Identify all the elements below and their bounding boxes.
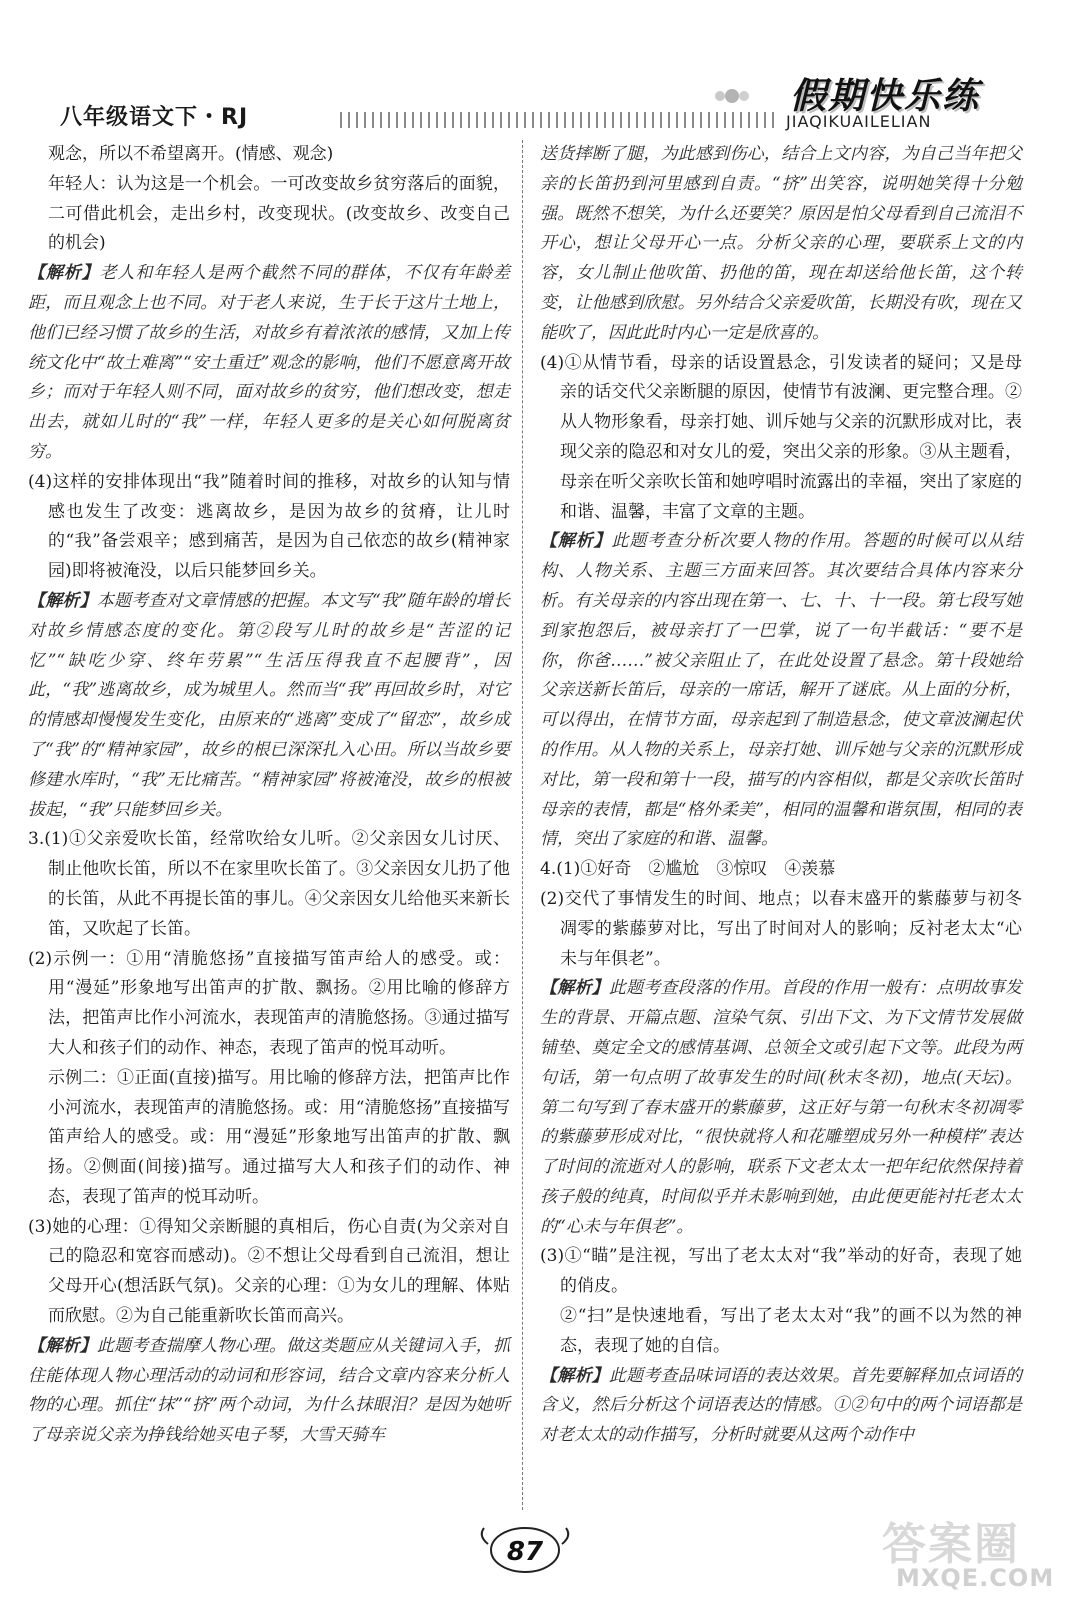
paragraph-text: 3.(1)①父亲爱吹长笛，经常吹给女儿听。②父亲因女儿讨厌、制止他吹长笛，所以不在家里吹长笛了。③父亲因女儿扔了他的长笛，从此不再提长笛的事儿。④父亲因女儿给他买来新长笛，又吹起了长笛。 [28, 829, 510, 939]
analysis-label: 【解析】 [540, 978, 609, 999]
analysis-label: 【解析】 [28, 263, 100, 284]
answer-item [28, 825, 510, 944]
brand-pinyin: JIAQIKUAILELIAN [786, 112, 932, 131]
right-column [540, 140, 1022, 1451]
paragraph-text: (4)这样的安排体现出“我”随着时间的推移，对故乡的认知与情感也发生了改变：逃离故乡，是因为故乡的贫瘠，让儿时的“我”备尝艰辛；感到痛苦，是因为自己依恋的故乡(精神家园)即将被淹没，以后只能梦回乡关。 [28, 471, 510, 582]
paragraph-text: 4.(1)①好奇 ②尴尬 ③惊叹 ④羡慕 [540, 859, 836, 880]
answer-item [540, 885, 1022, 974]
answer-item [540, 1242, 1022, 1302]
watermark-main-text: 答案圈 [882, 1519, 1020, 1570]
answer-item [28, 945, 510, 1064]
paragraph-text: 此题考查品味词语的表达效果。首先要解释加点词语的含义，然后分析这个词语表达的情感。①②句中的两个词语都是对老太太的动作描写，分析时就要从这两个动作中 [540, 1365, 1023, 1446]
answer-item [28, 1213, 510, 1332]
answer-item [540, 855, 1022, 885]
answer-item [28, 468, 510, 587]
page-number-badge [470, 1520, 580, 1576]
answer-text [28, 170, 510, 259]
analysis-paragraph [28, 587, 510, 825]
paragraph-text: (3)她的心理：①得知父亲断腿的真相后，伤心自责(为父亲对自己的隐忍和宽容而感动)。②不想让父母看到自己流泪，想让父母开心(想活跃气氛)。父亲的心理：①为女儿的理解、体贴而欣慰。②为自己能重新吹长笛而高兴。 [28, 1216, 510, 1327]
paragraph-text: (4)①从情节看，母亲的话设置悬念，引发读者的疑问；又是母亲的话交代父亲断腿的原因，使情节有波澜、更完整合理。②从人物形象看，母亲打她、训斥她与父亲的沉默形成对比，表现父亲的隐忍和对女儿的爱，突出父亲的形象。③从主题看，母亲在听父亲吹长笛和她哼唱时流露出的幸福，突出了家庭的和谐、温馨，丰富了文章的主题。 [540, 352, 1022, 522]
analysis-label: 【解析】 [540, 1365, 609, 1386]
paragraph-text: 此题考查分析次要人物的作用。答题的时候可以从结构、人物关系、主题三方面来回答。其次要结合具体内容来分析。有关母亲的内容出现在第一、七、十、十一段。第七段写她到家抱怨后，被母亲打了一巴掌，说了一句半截话：“要不是你，你爸……”被父亲阻止了，在此处设置了悬念。第十段她给父亲送新长笛后，母亲的一席话，解开了谜底。从上面的分析，可以得出，在情节方面，母亲起到了制造悬念，使文章波澜起伏的作用。从人物的关系上，母亲打她、训斥她与父亲的沉默形成对比，第一段和第十一段，描写的内容相似，都是父亲吹长笛时母亲的表情，都是“格外柔美”，相同的温馨和谐氛围，相同的表情，突出了家庭的和谐、温馨。 [540, 531, 1023, 850]
paragraph-text: 此题考查揣摩人物心理。做这类题应从关键词入手，抓住能体现人物心理活动的动词和形容词，结合文章内容来分析人物的心理。抓住“抹”“挤”两个动词，为什么抹眼泪？是因为她听了母亲说父亲为挣钱给她买电子琴，大雪天骑车 [28, 1335, 511, 1446]
page-header [0, 0, 1071, 140]
watermark-domain: MXQE.COM [896, 1564, 1055, 1592]
analysis-paragraph [540, 527, 1022, 855]
paragraph-text: 示例二：①正面(直接)描写。用比喻的修辞方法，把笛声比作小河流水，表现笛声的清脆悠扬。或：用“清脆悠扬”直接描写笛声给人的感受。或：用“漫延”形象地写出笛声的扩散、飘扬。②侧面(间接)描写。通过描写大人和孩子们的动作、神态，表现了笛声的悦耳动听。 [48, 1067, 510, 1207]
bubble-dots-icon [712, 84, 752, 108]
analysis-paragraph [540, 1362, 1022, 1451]
paragraph-text: 送货摔断了腿，为此感到伤心，结合上文内容，为自己当年把父亲的长笛扔到河里感到自责。“挤”出笑容，说明她笑得十分勉强。既然不想笑，为什么还要笑？原因是怕父母看到自己流泪不开心，想让父母开心一点。分析父亲的心理，要联系上文的内容，女儿制止他吹笛、扔他的笛，现在却送给他长笛，这个转变，让他感到欣慰。另外结合父亲爱吹笛，长期没有吹，现在又能吹了，因此此时内心一定是欣喜的。 [540, 144, 1022, 343]
paragraph-text: 观念，所以不希望离开。(情感、观念) [48, 144, 334, 164]
paragraph-text: (2)交代了事情发生的时间、地点；以春末盛开的紫藤萝与初冬凋零的紫藤萝对比，写出了时间对人的影响；反衬老太太“心未与年俱老”。 [540, 888, 1022, 969]
paragraph-text: 老人和年轻人是两个截然不同的群体，不仅有年龄差距，而且观念上也不同。对于老人来说，生于长于这片土地上，他们已经习惯了故乡的生活，对故乡有着浓浓的感情，又加上传统文化中“故土难离”“安土重迁”观念的影响，他们不愿意离开故乡；而对于年轻人则不同，面对故乡的贫穷，他们想改变，想走出去，就如儿时的“我”一样，年轻人更多的是关心如何脱离贫穷。 [28, 263, 511, 462]
paragraph-text: (3)①“瞄”是注视，写出了老太太对“我”举动的好奇，表现了她的俏皮。 [540, 1246, 1022, 1297]
analysis-paragraph [540, 974, 1022, 1242]
brand-title: 假期快乐练 [790, 76, 981, 117]
page-number: 87 [506, 1537, 544, 1567]
answer-text [28, 1064, 510, 1213]
grade-subject-label: 八年级语文下・RJ [60, 105, 249, 130]
left-column [28, 140, 510, 1451]
analysis-label: 【解析】 [28, 590, 97, 611]
answer-columns [28, 140, 1043, 1510]
column-divider [522, 140, 523, 1510]
answer-text [540, 1302, 1022, 1362]
header-rule-decoration [340, 112, 775, 128]
analysis-paragraph [28, 259, 510, 468]
analysis-paragraph [28, 1332, 510, 1451]
answer-item [540, 349, 1022, 528]
analysis-paragraph [540, 140, 1022, 349]
analysis-label: 【解析】 [540, 531, 612, 552]
analysis-label: 【解析】 [28, 1335, 97, 1356]
answer-text [28, 140, 510, 170]
paragraph-text: 年轻人：认为这是一个机会。一可改变故乡贫穷落后的面貌，二可借此机会，走出乡村，改变现状。(改变故乡、改变自己的机会) [48, 173, 510, 254]
site-watermark [882, 1508, 1057, 1598]
paragraph-text: 此题考查段落的作用。首段的作用一般有：点明故事发生的背景、开篇点题、渲染气氛、引出下文、为下文情节发展做铺垫、奠定全文的感情基调、总领全文或引起下文等。此段为两句话，第一句点明了故事发生的时间(秋末冬初)，地点(天坛)。第二句写到了春末盛开的紫藤萝，这正好与第一句秋末冬初凋零的紫藤萝形成对比，“很快就将人和花雕塑成另外一种模样”表达了时间的流逝对人的影响，联系下文老太太一把年纪依然保持着孩子般的纯真，时间似乎并未影响到她，由此便更能衬托老太太的“心未与年俱老”。 [540, 978, 1023, 1237]
paragraph-text: 本题考查对文章情感的把握。本文写“我”随年龄的增长对故乡情感态度的变化。第②段写儿时的故乡是“苦涩的记忆”“缺吃少穿、终年劳累”“生活压得我直不起腰背”，因此，“我”逃离故乡，成为城里人。然而当“我”再回故乡时，对它的情感却慢慢发生变化，由原来的“逃离”变成了“留恋”，故乡成了“我”的“精神家园”，故乡的根已深深扎入心田。所以当故乡要修建水库时，“我”无比痛苦。“精神家园”将被淹没，故乡的根被拔起，“我”只能梦回乡关。 [28, 590, 511, 820]
paragraph-text: (2)示例一：①用“清脆悠扬”直接描写笛声给人的感受。或：用“漫延”形象地写出笛声的扩散、飘扬。②用比喻的修辞方法，把笛声比作小河流水，表现笛声的清脆悠扬。③通过描写大人和孩子们的动作、神态，表现了笛声的悦耳动听。 [28, 948, 510, 1058]
paragraph-text: ②“扫”是快速地看，写出了老太太对“我”的画不以为然的神态，表现了她的自信。 [560, 1306, 1022, 1356]
